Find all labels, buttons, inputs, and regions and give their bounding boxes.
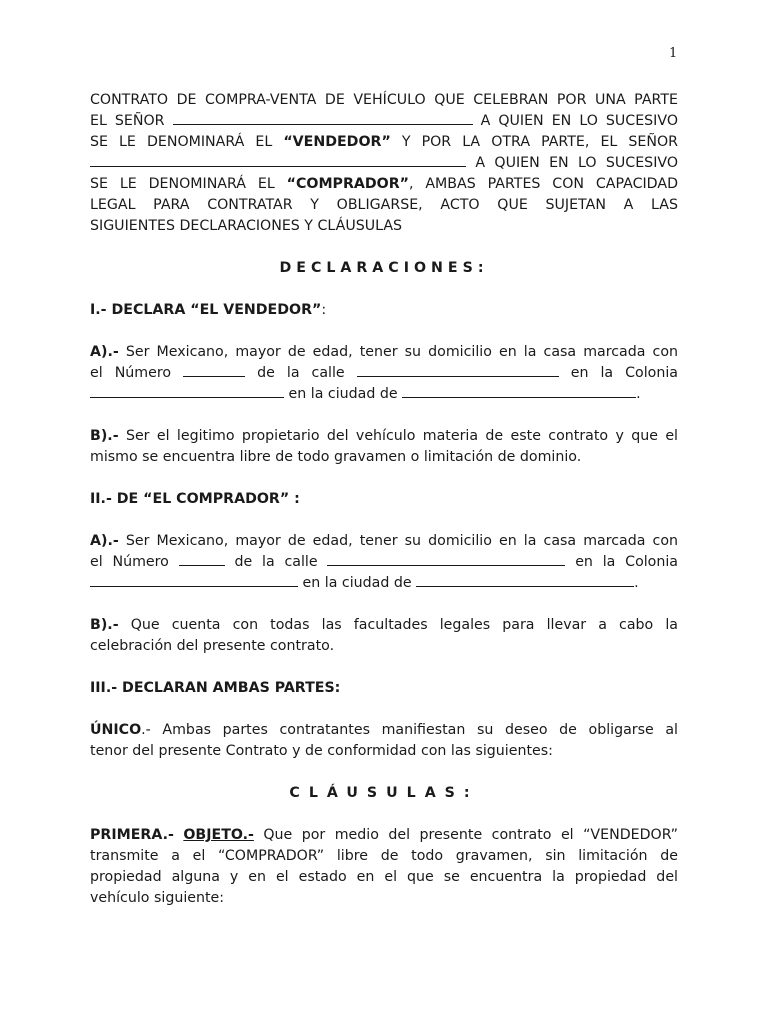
- declaraciones-heading: DECLARACIONES:: [279, 260, 489, 276]
- intro-line-6: LEGAL PARA CONTRATAR Y OBLIGARSE, ACTO QUE SUJETAN A LAS: [90, 197, 678, 213]
- unico-line-1: ÚNICO.- Ambas partes contratantes manifiestan su deseo de obligarse al: [90, 722, 678, 738]
- unico-line-2: tenor del presente Contrato y de conformidad con las siguientes:: [90, 743, 553, 759]
- primera-line-3: propiedad alguna y en el estado en el que se encuentra la propiedad del: [90, 869, 678, 885]
- section-2-a-line-2: el Número de la calle en la Colonia: [90, 554, 678, 570]
- section-2-heading: II.- DE “EL COMPRADOR” :: [90, 491, 300, 507]
- clausulas-heading: CLÁUSULAS:: [289, 785, 479, 801]
- buyer-colonia-blank: [90, 573, 298, 587]
- seller-name-blank: [173, 111, 473, 125]
- section-1-b-line-1: B).- Ser el legitimo propietario del vehículo materia de este contrato y que el: [90, 428, 678, 444]
- section-2-b-line-1: B).- Que cuenta con todas las facultades legales para llevar a cabo la: [90, 617, 678, 633]
- buyer-city-blank: [416, 573, 634, 587]
- section-2-a-line-1: A).- Ser Mexicano, mayor de edad, tener su domicilio en la casa marcada con: [90, 533, 678, 549]
- primera-line-1: PRIMERA.- OBJETO.- Que por medio del presente contrato el “VENDEDOR”: [90, 827, 678, 843]
- section-2-a-line-3: en la ciudad de .: [90, 573, 678, 594]
- seller-street-blank: [357, 363, 559, 377]
- section-3-heading: III.- DECLARAN AMBAS PARTES:: [90, 680, 341, 696]
- section-1-heading: I.- DECLARA “EL VENDEDOR”:: [90, 302, 327, 318]
- intro-line-3: SE LE DENOMINARÁ EL “VENDEDOR” Y POR LA OTRA PARTE, EL SEÑOR: [90, 134, 678, 150]
- intro-line-7: SIGUIENTES DECLARACIONES Y CLÁUSULAS: [90, 218, 403, 234]
- contract-body: [90, 90, 678, 909]
- section-1-a-line-3: en la ciudad de .: [90, 384, 678, 405]
- seller-city-blank: [402, 384, 636, 398]
- section-1-a-line-2: el Número de la calle en la Colonia: [90, 365, 678, 381]
- primera-line-2: transmite a el “COMPRADOR” libre de todo gravamen, sin limitación de: [90, 848, 678, 864]
- primera-line-4: vehículo siguiente:: [90, 890, 225, 906]
- section-1-b-line-2: mismo se encuentra libre de todo gravamen o limitación de dominio.: [90, 449, 582, 465]
- buyer-street-blank: [327, 552, 565, 566]
- section-1-a-line-1: A).- Ser Mexicano, mayor de edad, tener su domicilio en la casa marcada con: [90, 344, 678, 360]
- seller-colonia-blank: [90, 384, 284, 398]
- buyer-name-blank: [90, 153, 466, 167]
- intro-line-2: EL SEÑOR A QUIEN EN LO SUCESIVO: [90, 113, 678, 129]
- section-2-b-line-2: celebración del presente contrato.: [90, 638, 335, 654]
- intro-line-5: SE LE DENOMINARÁ EL “COMPRADOR”, AMBAS PARTES CON CAPACIDAD: [90, 176, 678, 192]
- seller-number-blank: [183, 363, 245, 377]
- intro-line-4: A QUIEN EN LO SUCESIVO: [90, 153, 678, 174]
- intro-line-1: CONTRATO DE COMPRA-VENTA DE VEHÍCULO QUE CELEBRAN POR UNA PARTE: [90, 92, 678, 108]
- page-number: 1: [669, 46, 678, 61]
- buyer-number-blank: [179, 552, 225, 566]
